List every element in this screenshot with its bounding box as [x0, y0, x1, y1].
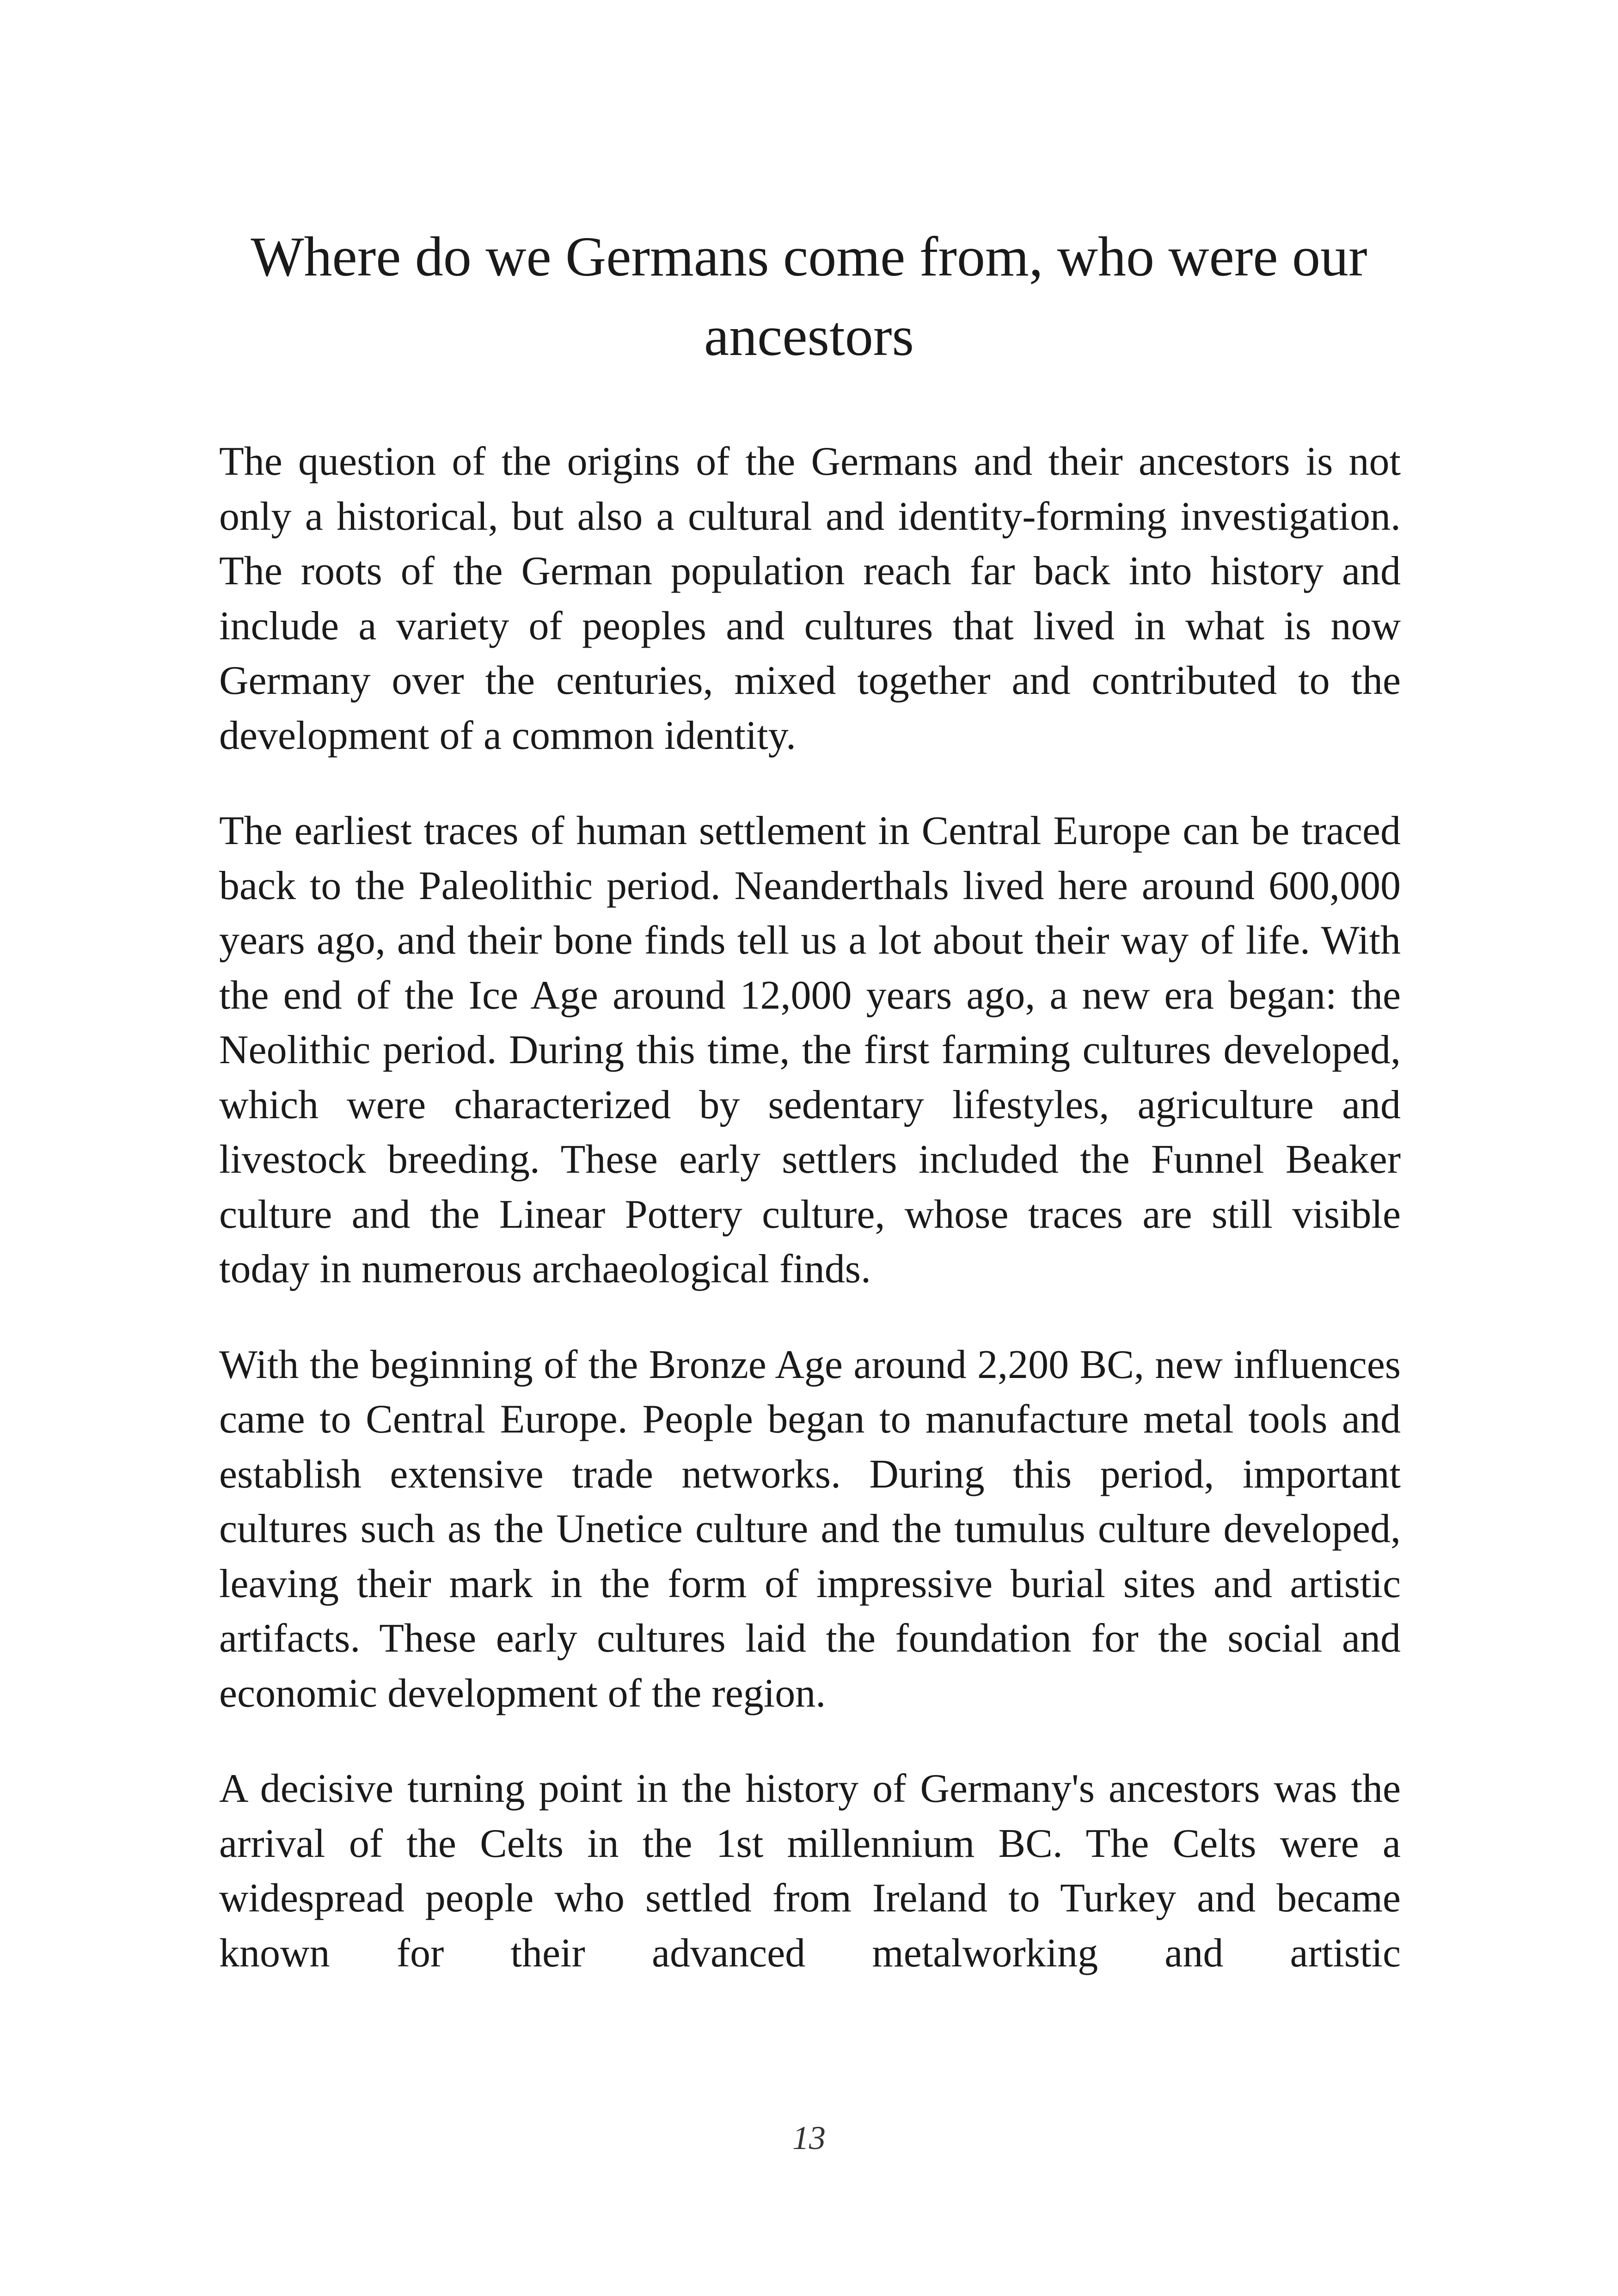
- body-text: [219, 435, 1401, 2021]
- chapter-title: Where do we Germans come from, who were our ancestors: [251, 226, 1367, 367]
- paragraph-2: The earliest traces of human settlement in Central Europe can be traced back to the Paleolithic period. Neanderthals lived here around 600,000 years ago, and their bone finds tell us a lot about their way of life. With the end of the Ice Age around 12,000 years ago, a new era began: the Neolithic period. During this time, the first farming cultures developed, which were characterized by sedentary lifestyles, agriculture and livestock breeding. These early settlers included the Funnel Beaker culture and the Linear Pottery culture, whose traces are still visible today in numerous archaeological finds.: [219, 808, 1401, 1292]
- page-number: 13: [792, 2119, 826, 2156]
- paragraph-3: With the beginning of the Bronze Age around 2,200 BC, new influences came to Central Europe. People began to manufacture metal tools and establish extensive trade networks. During this period, important cultures such as the Unetice culture and the tumulus culture developed, leaving their mark in the form of impressive burial sites and artistic artifacts. These early cultures laid the foundation for the social and economic development of the region.: [219, 1342, 1401, 1716]
- paragraph-1: The question of the origins of the Germans and their ancestors is not only a historical, but also a cultural and identity-forming investigation. The roots of the German population reach far back into history and include a variety of peoples and cultures that lived in what is now Germany over the centuries, mixed together and contributed to the development of a common identity.: [219, 439, 1401, 758]
- paragraph-4: A decisive turning point in the history of Germany's ancestors was the arrival of the Celts in the 1st millennium BC. The Celts were a widespread people who settled from Ireland to Turkey and became known for their advanced metalworking and artistic: [219, 1766, 1401, 1976]
